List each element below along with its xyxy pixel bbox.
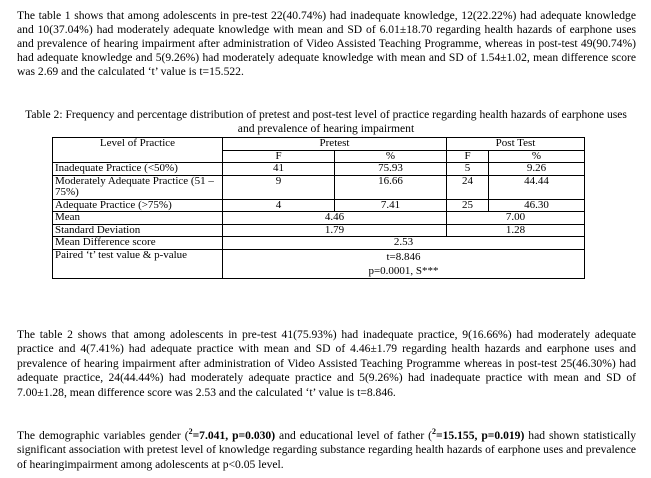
practice-table [52,137,585,279]
subheader-post-f: F [447,150,489,163]
table-header-row [53,138,585,151]
cell-mean-pre: 4.46 [223,212,447,225]
row-label: Adequate Practice (>75%) [53,199,223,212]
cell-paired-t [223,249,585,278]
cell-sd-post: 1.28 [447,224,585,237]
t-value: t=8.846 [386,250,421,263]
table-row-mean-diff [53,237,585,250]
cell-pre-pct: 75.93 [335,163,447,176]
chi-square-superscript: 2 [432,427,437,436]
cell-mean-diff: 2.53 [223,237,585,250]
cell-pre-f: 9 [223,175,335,199]
table-row [53,199,585,212]
row-label: Inadequate Practice (<50%) [53,163,223,176]
cell-mean-post: 7.00 [447,212,585,225]
table-row-mean [53,212,585,225]
paragraph-practice-results: The table 2 shows that among adolescents in pre-test 41(75.93%) had inadequate practice, 9(16.66%) had moderately adequate practice and 4(7.41%) had adequate practice with mean and SD of 4.46±1.79 regarding health hazards and earphone uses and prevalence of hearing impairment after administration of Video Assisted Teaching Programme whereas in post-test 25(46.30%) had adequate practice, 24(44.44%) had moderately adequate practice and 5(9.26%) had inadequate practice with mean and SD of 7.00±1.28, mean difference score was 2.53 and the calculated ‘t’ value is t=8.846. [17,328,636,399]
subheader-post-pct: % [489,150,585,163]
cell-sd-pre: 1.79 [223,224,447,237]
cell-pre-f: 41 [223,163,335,176]
cell-post-pct: 44.44 [489,175,585,199]
cell-post-pct: 9.26 [489,163,585,176]
cell-pre-pct: 16.66 [335,175,447,199]
row-label: Moderately Adequate Practice (51 – 75%) [53,175,223,199]
row-label: Mean Difference score [53,237,223,250]
subheader-pre-f: F [223,150,335,163]
table-row [53,163,585,176]
table-subheader-row [53,150,585,163]
cell-post-f: 25 [447,199,489,212]
chi-square-gender: =7.041, p=0.030) [192,429,276,442]
cell-post-f: 5 [447,163,489,176]
paragraph-knowledge-results: The table 1 shows that among adolescents in pre-test 22(40.74%) had inadequate knowledge, 12(22.22%) had adequate knowledge and 10(37.04%) had moderately adequate knowledge with mean and SD of 6.01±18.70 regarding health hazards of earphone uses and prevalence of hearing impairment after administration of Video Assisted Teaching Programme, whereas in post-test 49(90.74%) had adequate knowledge and 5(9.26%) had moderately adequate knowledge with mean and SD of 1.54±1.02, mean difference score was 2.69 and the calculated ‘t’ value is t=15.522. [17,9,636,79]
table-row [53,175,585,199]
paragraph-association: The demographic variables gender ($^2$=7.041, p=0.030) and educational level of father ($^2$=15.155, p=0.019) had shown statistically significant association with pretest level of knowledge regarding substance regarding health hazards of earphone uses and prevalence of hearingimpairment among adolescents at p<0.05 level. [17,427,637,471]
subheader-pre-pct: % [335,150,447,163]
table-row-paired-t [53,249,585,278]
header-pretest: Pretest [223,138,447,151]
header-level: Level of Practice [53,138,223,151]
chi-square-father-education: =15.155, p=0.019) [436,429,525,442]
row-label: Mean [53,212,223,225]
header-posttest: Post Test [447,138,585,151]
cell-pre-f: 4 [223,199,335,212]
cell-post-f: 24 [447,175,489,199]
table-caption: Table 2: Frequency and percentage distribution of pretest and post-test level of practice regarding health hazards of earphone uses and prevalence of hearing impairment [25,108,627,135]
p-value: p=0.0001, S*** [368,264,439,277]
chi-square-superscript: 2 [188,427,193,436]
cell-pre-pct: 7.41 [335,199,447,212]
row-label: Paired ‘t’ test value & p-value [53,249,223,278]
table-row-sd [53,224,585,237]
row-label: Standard Deviation [53,224,223,237]
cell-post-pct: 46.30 [489,199,585,212]
